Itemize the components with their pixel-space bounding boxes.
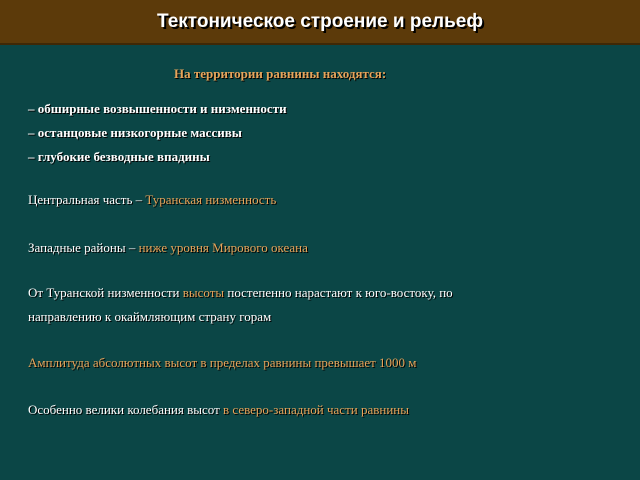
bullet-item: – останцовые низкогорные массивы xyxy=(28,125,242,140)
slide-title: Тектоническое строение и рельеф xyxy=(157,10,483,32)
fluctuations-line xyxy=(28,402,409,418)
bullet-list xyxy=(28,97,287,169)
bullet-item: – глубокие безводные впадины xyxy=(28,149,210,164)
amplitude-line: Амплитуда абсолютных высот в пределах равнины превышает 1000 м xyxy=(28,355,417,370)
turan-line-1-highlight: высоты xyxy=(182,285,225,300)
central-part-line xyxy=(28,192,276,208)
title-bar xyxy=(0,0,640,45)
bullet-item: – обширные возвышенности и низменности xyxy=(28,101,287,116)
central-part-value: Туранская низменность xyxy=(145,192,277,207)
turan-line-1 xyxy=(28,285,453,301)
subtitle: На территории равнины находятся: xyxy=(174,66,387,81)
fluctuations-start: Особенно велики колебания высот xyxy=(28,402,224,417)
central-part-label: Центральная часть – xyxy=(28,192,146,207)
fluctuations-highlight: в северо-западной части равнины xyxy=(223,402,409,417)
western-regions-line xyxy=(28,240,308,256)
western-regions-label: Западные районы – xyxy=(28,240,139,255)
western-regions-value: ниже уровня Мирового океана xyxy=(138,240,308,255)
turan-line-2: направлению к окаймляющим страну горам xyxy=(28,309,272,324)
turan-line-1-start: От Туранской низменности xyxy=(28,285,183,300)
turan-line-1-rest: постепенно нарастают к юго-востоку, по xyxy=(224,285,453,300)
